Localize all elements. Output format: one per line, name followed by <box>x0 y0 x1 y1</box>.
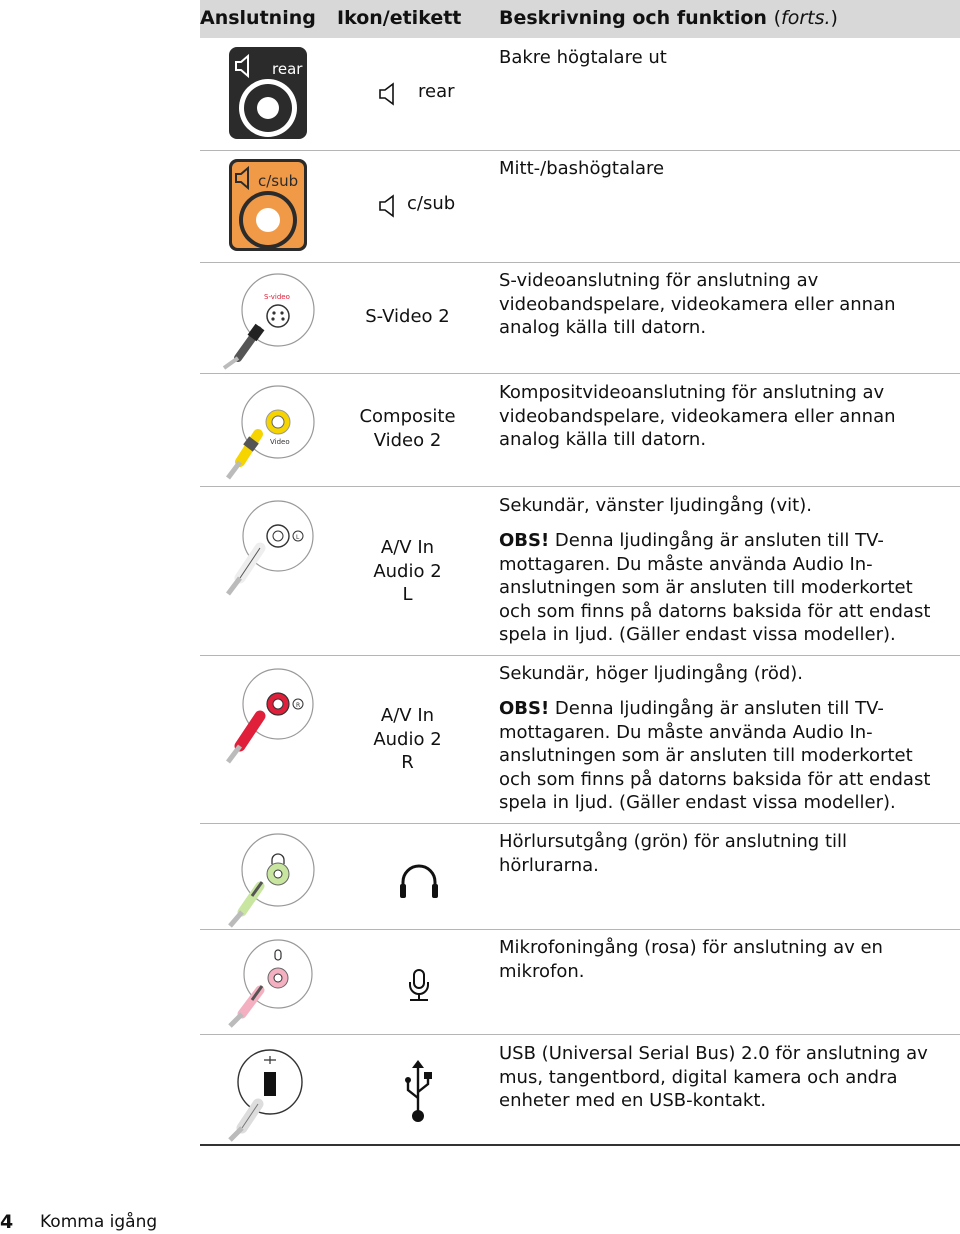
speaker-icon <box>378 194 400 218</box>
row-divider <box>200 373 960 374</box>
icon-label-svideo: S-Video 2 <box>365 306 450 327</box>
audio-left-connector-icon <box>218 500 318 600</box>
desc-usb: USB (Universal Serial Bus) 2.0 för anslutning av mus, tangentbord, digital kamera och andra enheter med en USB-kontakt. <box>499 1043 928 1111</box>
usb-connector-icon <box>218 1044 318 1142</box>
table-header <box>200 0 960 38</box>
desc-audio-left: Sekundär, vänster ljudingång (vit). <box>499 495 812 516</box>
svg-text:rear: rear <box>272 60 303 78</box>
svg-text:c/sub: c/sub <box>258 172 299 190</box>
icon-label-csub: c/sub <box>407 193 456 214</box>
desc-rear: Bakre högtalare ut <box>499 47 667 68</box>
microphone-connector-icon <box>218 938 318 1028</box>
speaker-icon <box>378 82 400 106</box>
rear-connector-icon <box>228 46 308 140</box>
header-description: Beskrivning och funktion (forts.) <box>499 7 838 29</box>
svg-text:Video: Video <box>270 438 290 446</box>
svg-text:L: L <box>296 534 300 541</box>
note-audio-left: OBS! Denna ljudingång är ansluten till TV-mottagaren. Du måste använda Audio In-anslutningen som är ansluten till moderkortet och som finns på datorns baksida för att endast spela in ljud. (Gäller endast vissa modeller). <box>499 530 931 645</box>
page-number: 4 <box>0 1211 14 1233</box>
headphones-icon <box>398 862 440 900</box>
desc-microphone: Mikrofoningång (rosa) för anslutning av en mikrofon. <box>499 937 883 982</box>
csub-connector-icon <box>228 158 308 252</box>
row-divider <box>200 150 960 151</box>
row-divider <box>200 1034 960 1035</box>
desc-headphone: Hörlursutgång (grön) för anslutning till hörlurarna. <box>499 831 848 876</box>
row-divider <box>200 486 960 487</box>
svg-text:S-video: S-video <box>264 293 290 301</box>
row-divider <box>200 655 960 656</box>
icon-label-composite: Composite Video 2 <box>359 406 456 451</box>
microphone-icon <box>404 968 434 1004</box>
row-divider <box>200 929 960 930</box>
icon-label-audio-right: A/V In Audio 2 R <box>373 705 442 773</box>
svg-text:R: R <box>296 702 301 709</box>
desc-csub: Mitt-/bashögtalare <box>499 158 665 179</box>
note-audio-right: OBS! Denna ljudingång är ansluten till TV-mottagaren. Du måste använda Audio In-anslutningen som är ansluten till moderkortet och som finns på datorns baksida för att endast spela in ljud. (Gäller endast vissa modeller). <box>499 698 931 813</box>
audio-right-connector-icon <box>218 668 318 768</box>
table-bottom-rule <box>200 1144 960 1146</box>
row-divider <box>200 823 960 824</box>
header-icon-label: Ikon/etikett <box>337 7 462 29</box>
composite-video-connector-icon <box>218 382 318 482</box>
desc-audio-right: Sekundär, höger ljudingång (röd). <box>499 663 803 684</box>
row-divider <box>200 262 960 263</box>
svideo-connector-icon <box>218 270 318 370</box>
usb-icon <box>402 1058 438 1124</box>
desc-composite: Kompositvideoanslutning för anslutning av videobandspelare, videokamera eller annan analog källa till datorn. <box>499 382 896 450</box>
desc-svideo: S-videoanslutning för anslutning av videobandspelare, videokamera eller annan analog källa till datorn. <box>499 270 896 338</box>
header-connection: Anslutning <box>200 7 316 29</box>
icon-label-rear: rear <box>418 81 455 102</box>
section-name: Komma igång <box>40 1212 158 1232</box>
icon-label-audio-left: A/V In Audio 2 L <box>373 537 442 605</box>
headphone-connector-icon <box>218 832 318 928</box>
